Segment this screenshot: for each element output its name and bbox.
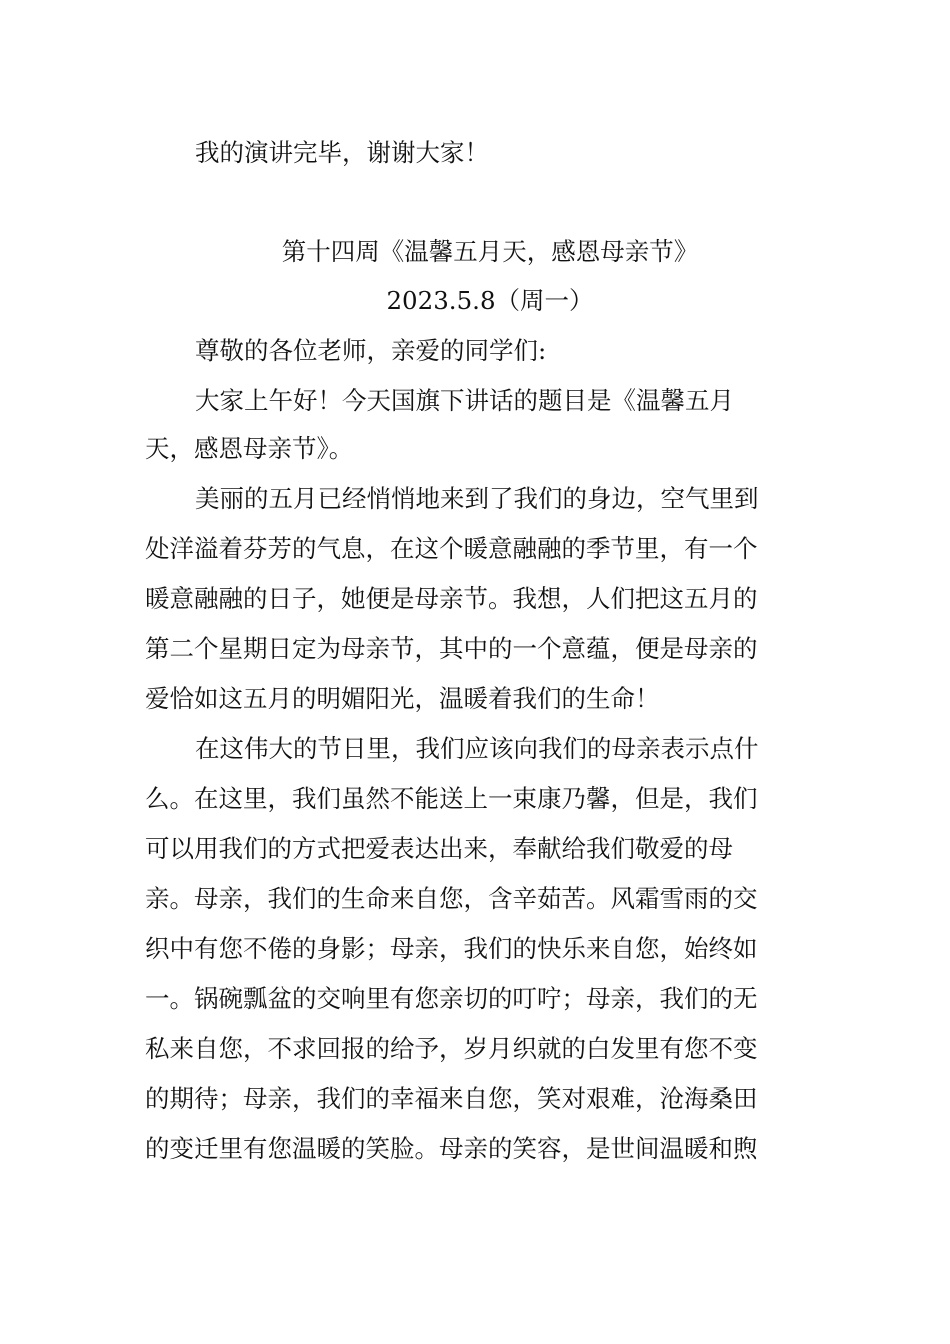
paragraph-2-line-2: 处洋溢着芬芳的气息，在这个暖意融融的季节里，有一个 — [145, 534, 758, 563]
speech-title: 第十四周《温馨五月天，感恩母亲节》 — [281, 237, 699, 266]
paragraph-3-line-2: 么。在这里，我们虽然不能送上一束康乃馨，但是，我们 — [145, 784, 758, 813]
paragraph-1-line-2: 天，感恩母亲节》。 — [145, 434, 354, 463]
paragraph-3-line-5: 织中有您不倦的身影；母亲，我们的快乐来自您，始终如 — [145, 934, 758, 963]
paragraph-2-line-4: 第二个星期日定为母亲节，其中的一个意蕴，便是母亲的 — [145, 634, 758, 663]
paragraph-3-line-7: 私来自您，不求回报的给予，岁月织就的白发里有您不变 — [145, 1034, 758, 1063]
paragraph-3-line-6: 一。锅碗瓢盆的交响里有您亲切的叮咛；母亲，我们的无 — [145, 984, 758, 1013]
speech-date: 2023.5.8（周一） — [386, 286, 594, 315]
paragraph-3-line-1: 在这伟大的节日里，我们应该向我们的母亲表示点什 — [195, 734, 759, 763]
salutation: 尊敬的各位老师，亲爱的同学们: — [195, 336, 547, 365]
paragraph-2-line-3: 暖意融融的日子，她便是母亲节。我想，人们把这五月的 — [145, 584, 758, 613]
paragraph-3-line-9: 的变迁里有您温暖的笑脸。母亲的笑容，是世间温暖和煦 — [145, 1134, 758, 1163]
paragraph-2-line-1: 美丽的五月已经悄悄地来到了我们的身边，空气里到 — [195, 484, 759, 513]
paragraph-3-line-3: 可以用我们的方式把爱表达出来，奉献给我们敬爱的母 — [145, 834, 733, 863]
paragraph-1-line-1: 大家上午好！今天国旗下讲话的题目是《温馨五月 — [195, 386, 734, 415]
paragraph-2-line-5: 爱恰如这五月的明媚阳光，温暖着我们的生命！ — [145, 684, 660, 713]
paragraph-3-line-8: 的期待；母亲，我们的幸福来自您，笑对艰难，沧海桑田 — [145, 1084, 758, 1113]
paragraph-3-line-4: 亲。母亲，我们的生命来自您，含辛茹苦。风霜雪雨的交 — [145, 884, 758, 913]
closing-line: 我的演讲完毕，谢谢大家！ — [195, 138, 489, 167]
